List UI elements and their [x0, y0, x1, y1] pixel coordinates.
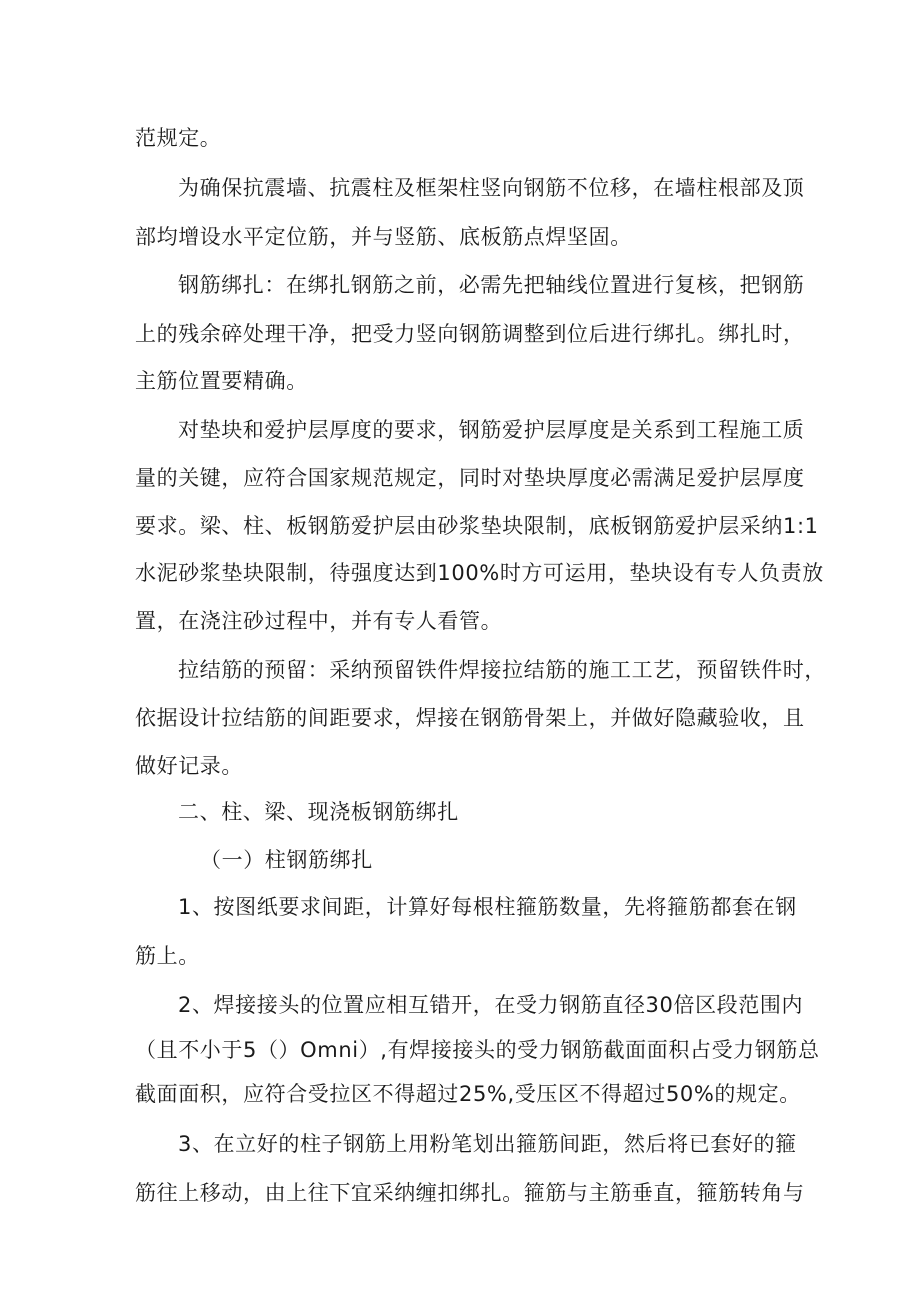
text-line: 依据设计拉结筋的间距要求，焊接在钢筋骨架上，并做好隐藏验收，且	[135, 706, 805, 730]
text-line: 水泥砂浆垫块限制，待强度达到100%时方可运用，垫块设有专人负责放	[135, 561, 824, 585]
text-line: 钢筋绑扎：在绑扎钢筋之前，必需先把轴线位置进行复核，把钢筋	[178, 273, 805, 297]
section-heading: 二、柱、梁、现浇板钢筋绑扎	[178, 800, 459, 824]
text-line: 2、焊接接头的位置应相互错开，在受力钢筋直径30倍区段范围内	[178, 993, 804, 1017]
text-line: 置，在浇注砂过程中，并有专人看管。	[135, 609, 503, 633]
text-line: 筋上。	[135, 944, 200, 968]
text-line: 拉结筋的预留：采纳预留铁件焊接拉结筋的施工工艺，预留铁件时，	[178, 658, 826, 682]
subsection-heading: （一）柱钢筋绑扎	[200, 848, 373, 872]
text-line: 筋往上移动，由上往下宜采纳缠扣绑扎。箍筋与主筋垂直，箍筋转角与	[135, 1181, 805, 1205]
text-line: 3、在立好的柱子钢筋上用粉笔划出箍筋间距，然后将已套好的箍	[178, 1132, 797, 1156]
text-line: 截面面积，应符合受拉区不得超过25%,受压区不得超过50%的规定。	[135, 1082, 801, 1106]
text-line: 主筋位置要精确。	[135, 369, 308, 393]
text-line: 要求。梁、柱、板钢筋爱护层由砂浆垫块限制，底板钢筋爱护层采纳1:1	[135, 514, 819, 538]
text-line: 部均增设水平定位筋，并与竖筋、底板筋点焊坚固。	[135, 225, 632, 249]
text-line: 上的残余碎处理干净，把受力竖向钢筋调整到位后进行绑扎。绑扎时，	[135, 322, 805, 346]
text-line: 做好记录。	[135, 754, 243, 778]
text-line: 量的关键，应符合国家规范规定，同时对垫块厚度必需满足爱护层厚度	[135, 466, 805, 490]
text-line: （且不小于5（）Omni）,有焊接接头的受力钢筋截面面积占受力钢筋总	[135, 1038, 820, 1062]
text-line: 1、按图纸要求间距，计算好每根柱箍筋数量，先将箍筋都套在钢	[178, 895, 797, 919]
text-line: 范规定。	[135, 126, 222, 150]
text-line: 为确保抗震墙、抗震柱及框架柱竖向钢筋不位移，在墙柱根部及顶	[178, 176, 805, 200]
text-line: 对垫块和爱护层厚度的要求，钢筋爱护层厚度是关系到工程施工质	[178, 418, 805, 442]
